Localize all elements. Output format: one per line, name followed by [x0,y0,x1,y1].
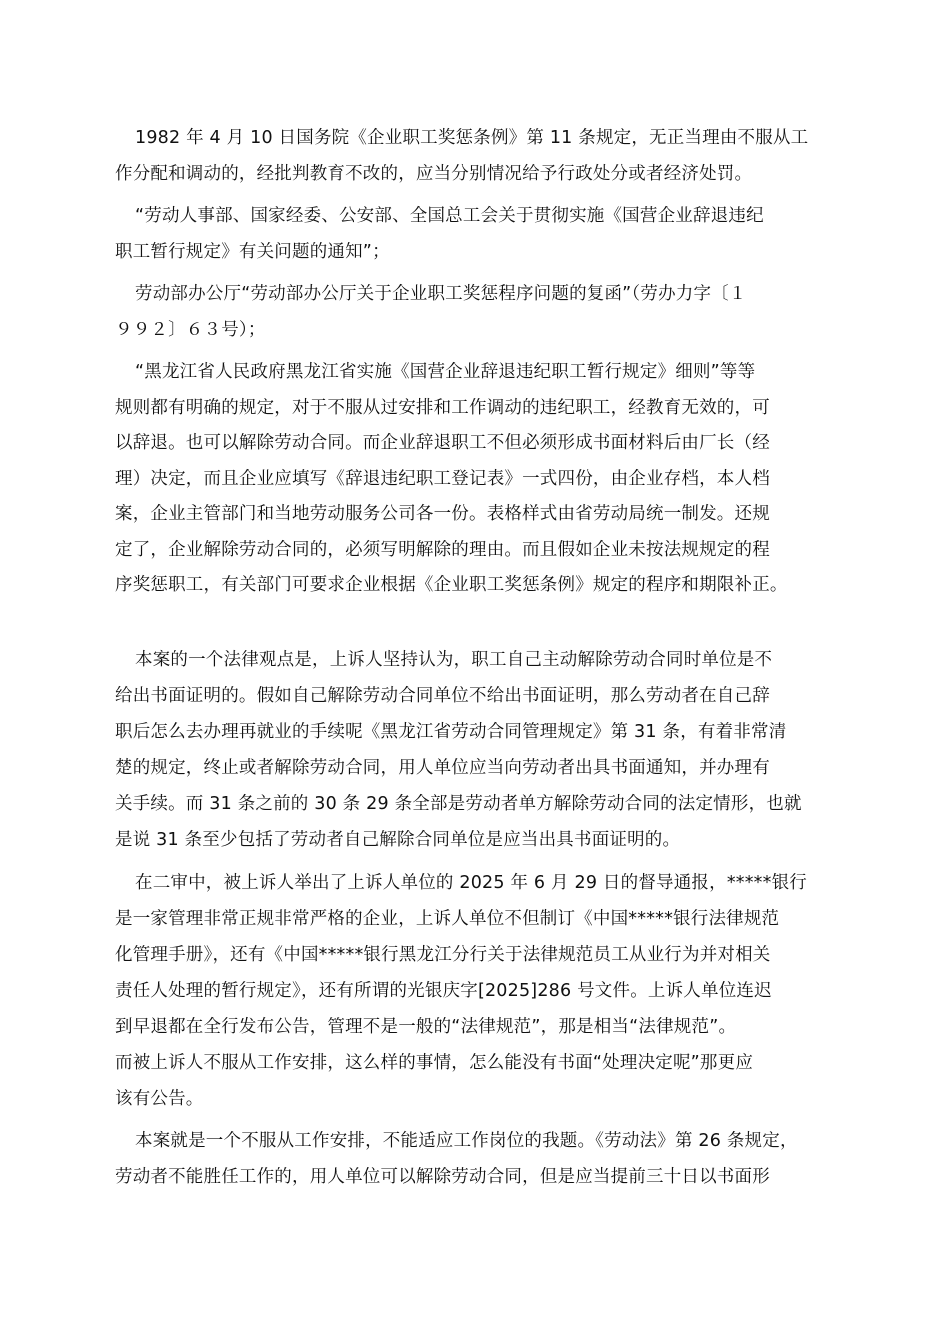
text-line: 劳动者不能胜任工作的，用人单位可以解除劳动合同，但是应当提前三十日以书面形 [115,1167,770,1187]
text-line: 职工暂行规定》有关问题的通知”； [115,242,390,262]
text-line: 职后怎么去办理再就业的手续呢《黑龙江省劳动合同管理规定》第 31 条，有着非常清 [115,722,787,742]
text-line: 是说 31 条至少包括了劳动者自己解除合同单位是应当出具书面证明的。 [115,830,681,850]
text-line: 以辞退。也可以解除劳动合同。而企业辞退职工不但必须形成书面材料后由厂长（经 [115,433,770,453]
text-line: “黑龙江省人民政府黑龙江省实施《国营企业辞退违纪职工暂行规定》细则”等等 [135,362,756,382]
text-line: 1982 年 4 月 10 日国务院《企业职工奖惩条例》第 11 条规定，无正当理由不服从工 [135,128,809,148]
text-line: 到早退都在全行发布公告，管理不是一般的“法律规范”，那是相当“法律规范”。 [115,1017,737,1037]
text-line: “劳动人事部、国家经委、公安部、全国总工会关于贯彻实施《国营企业辞退违纪 [135,206,764,226]
text-line: 本案就是一个不服从工作安排，不能适应工作岗位的我题。《劳动法》第 26 条规定， [135,1131,798,1151]
text-line: 案，企业主管部门和当地劳动服务公司各一份。表格样式由省劳动局统一制发。还规 [115,504,770,524]
text-line: 作分配和调动的，经批判教育不改的，应当分别情况给予行政处分或者经济处罚。 [115,164,753,184]
text-line: 化管理手册》，还有《中国*****银行黑龙江分行关于法律规范员工从业行为并对相关 [115,945,771,965]
text-line: ９９２〕６３号）； [115,320,266,340]
text-line: 规则都有明确的规定，对于不服从过安排和工作调动的违纪职工，经教育无效的，可 [115,398,770,418]
text-line: 给出书面证明的。假如自己解除劳动合同单位不给出书面证明，那么劳动者在自己辞 [115,686,770,706]
text-line: 理）决定，而且企业应填写《辞退违纪职工登记表》一式四份，由企业存档，本人档 [115,469,770,489]
text-line: 劳动部办公厅“劳动部办公厅关于企业职工奖惩程序问题的复函”（劳办力字〔１ [135,284,747,304]
text-line: 该有公告。 [115,1089,204,1109]
text-line: 是一家管理非常正规非常严格的企业，上诉人单位不但制订《中国*****银行法律规范 [115,909,780,929]
text-line: 责任人处理的暂行规定》，还有所谓的光银庆字[2025]286 号文件。上诉人单位连迟 [115,981,772,1001]
text-line: 在二审中，被上诉人举出了上诉人单位的 2025 年 6 月 29 日的督导通报，*****银行 [135,873,807,893]
text-line: 而被上诉人不服从工作安排，这么样的事情，怎么能没有书面“处理决定呢”那更应 [115,1053,754,1073]
text-line: 楚的规定，终止或者解除劳动合同，用人单位应当向劳动者出具书面通知，并办理有 [115,758,770,778]
text-line: 关手续。而 31 条之前的 30 条 29 条全部是劳动者单方解除劳动合同的法定情形，也就 [115,794,802,814]
text-line: 序奖惩职工，有关部门可要求企业根据《企业职工奖惩条例》规定的程序和期限补正。 [115,575,788,595]
text-line: 定了，企业解除劳动合同的，必须写明解除的理由。而且假如企业未按法规规定的程 [115,540,770,560]
text-line: 本案的一个法律观点是，上诉人坚持认为，职工自己主动解除劳动合同时单位是不 [135,650,773,670]
